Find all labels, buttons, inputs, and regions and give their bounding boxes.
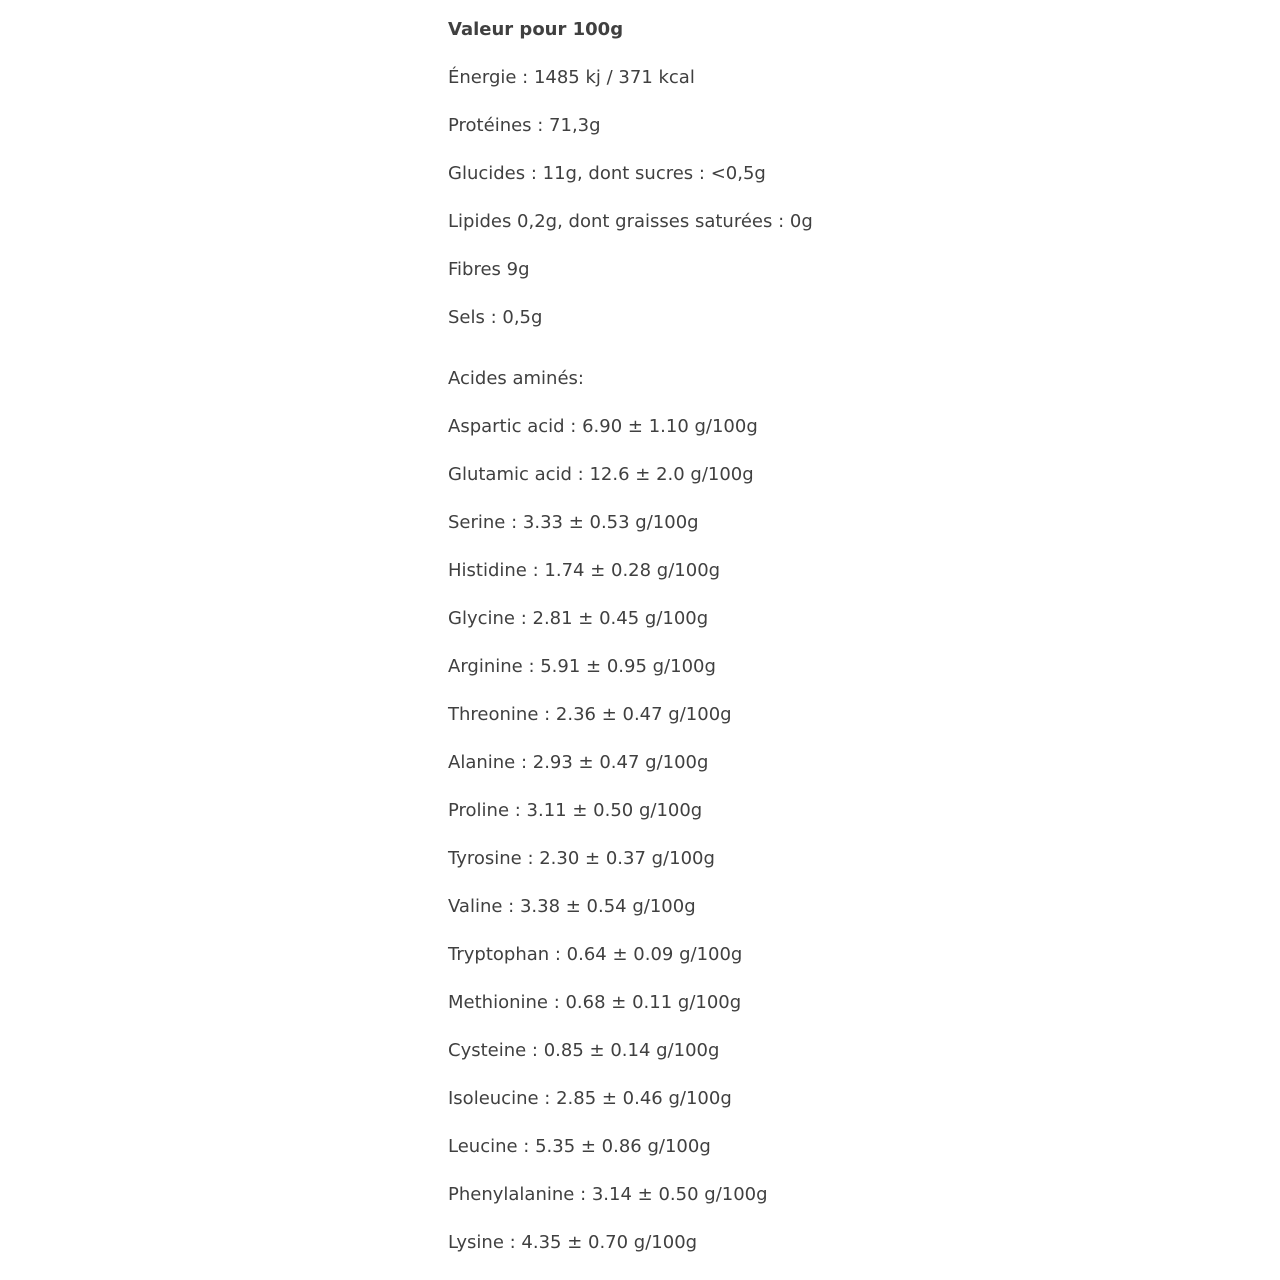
nutrition-item-salts: Sels : 0,5g	[448, 307, 543, 328]
amino-acid-serine: Serine : 3.33 ± 0.53 g/100g	[448, 512, 699, 533]
amino-acid-aspartic-acid: Aspartic acid : 6.90 ± 1.10 g/100g	[448, 416, 758, 437]
nutrition-item-fibres: Fibres 9g	[448, 259, 530, 280]
amino-acid-phenylalanine: Phenylalanine : 3.14 ± 0.50 g/100g	[448, 1184, 768, 1205]
amino-acid-lysine: Lysine : 4.35 ± 0.70 g/100g	[448, 1232, 698, 1253]
amino-acid-arginine: Arginine : 5.91 ± 0.95 g/100g	[448, 656, 716, 677]
amino-acid-methionine: Methionine : 0.68 ± 0.11 g/100g	[448, 992, 742, 1013]
amino-acid-cysteine: Cysteine : 0.85 ± 0.14 g/100g	[448, 1040, 720, 1061]
amino-acid-valine: Valine : 3.38 ± 0.54 g/100g	[448, 896, 696, 917]
nutrition-item-lipids: Lipides 0,2g, dont graisses saturées : 0g	[448, 211, 813, 232]
amino-acid-isoleucine: Isoleucine : 2.85 ± 0.46 g/100g	[448, 1088, 732, 1109]
amino-acid-tryptophan: Tryptophan : 0.64 ± 0.09 g/100g	[448, 944, 743, 965]
amino-acid-glycine: Glycine : 2.81 ± 0.45 g/100g	[448, 608, 709, 629]
nutrition-facts	[448, 18, 1228, 1279]
amino-acids-list	[448, 415, 1228, 1255]
amino-acid-alanine: Alanine : 2.93 ± 0.47 g/100g	[448, 752, 709, 773]
amino-acid-tyrosine: Tyrosine : 2.30 ± 0.37 g/100g	[448, 848, 715, 869]
nutrition-item-carbohydrates: Glucides : 11g, dont sucres : <0,5g	[448, 163, 766, 184]
section-spacer	[448, 354, 1228, 367]
nutrition-list	[448, 66, 1228, 330]
amino-acid-leucine: Leucine : 5.35 ± 0.86 g/100g	[448, 1136, 711, 1157]
amino-acid-threonine: Threonine : 2.36 ± 0.47 g/100g	[448, 704, 732, 725]
amino-acid-glutamic-acid: Glutamic acid : 12.6 ± 2.0 g/100g	[448, 464, 754, 485]
amino-acid-proline: Proline : 3.11 ± 0.50 g/100g	[448, 800, 703, 821]
amino-acid-histidine: Histidine : 1.74 ± 0.28 g/100g	[448, 560, 721, 581]
nutrition-heading: Valeur pour 100g	[448, 19, 624, 40]
amino-acids-heading: Acides aminés:	[448, 368, 584, 389]
nutrition-item-proteins: Protéines : 71,3g	[448, 115, 601, 136]
nutrition-item-energy: Énergie : 1485 kj / 371 kcal	[448, 67, 695, 88]
